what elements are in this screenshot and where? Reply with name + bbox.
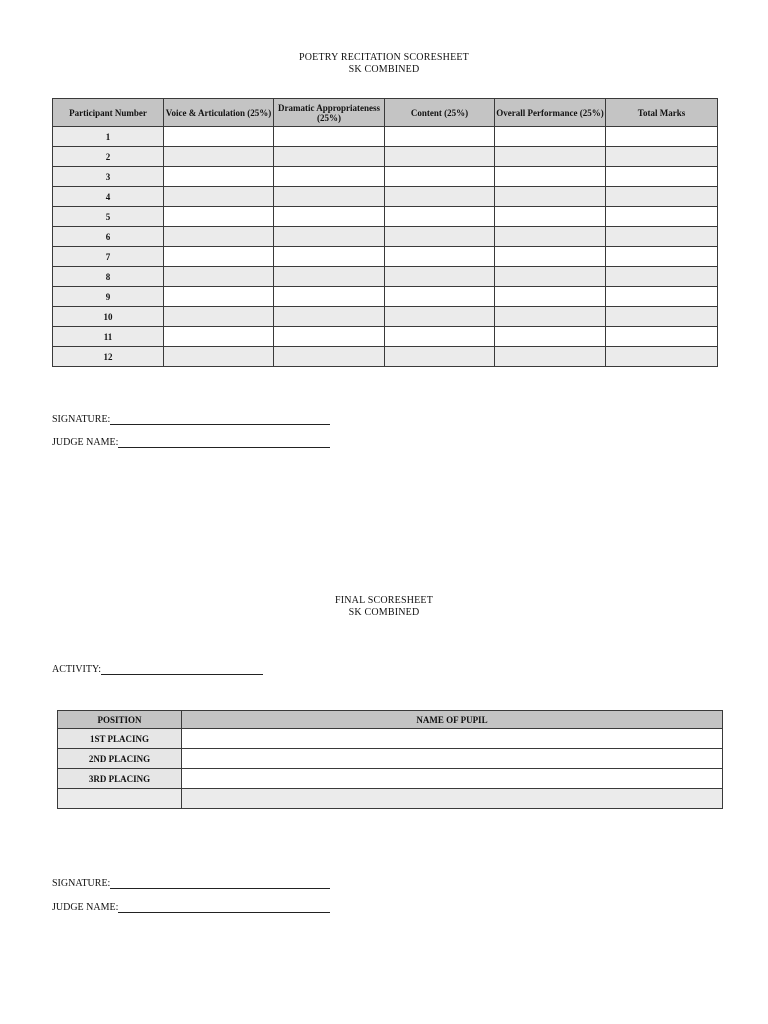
- pupil-name-cell[interactable]: [182, 789, 723, 809]
- score-cell[interactable]: [385, 347, 495, 367]
- score-cell[interactable]: [274, 347, 385, 367]
- score-cell[interactable]: [495, 187, 606, 207]
- table-row: [53, 307, 718, 327]
- score-cell[interactable]: [274, 167, 385, 187]
- score-cell[interactable]: [495, 267, 606, 287]
- participant-number-cell: 7: [53, 247, 164, 267]
- signature-row-2: [52, 878, 330, 889]
- participant-number-cell: 11: [53, 327, 164, 347]
- score-cell[interactable]: [495, 287, 606, 307]
- score-cell[interactable]: [274, 187, 385, 207]
- score-cell[interactable]: [495, 327, 606, 347]
- header-dramatic-appropriateness: Dramatic Appropriateness (25%): [274, 99, 385, 127]
- score-cell[interactable]: [274, 327, 385, 347]
- header-voice-articulation: Voice & Articulation (25%): [164, 99, 274, 127]
- final-heading: [0, 595, 768, 618]
- activity-line[interactable]: [101, 664, 263, 675]
- score-cell[interactable]: [606, 227, 718, 247]
- score-cell[interactable]: [606, 347, 718, 367]
- score-cell[interactable]: [385, 247, 495, 267]
- score-cell[interactable]: [385, 227, 495, 247]
- score-cell[interactable]: [274, 147, 385, 167]
- table-row: [53, 127, 718, 147]
- score-cell[interactable]: [385, 287, 495, 307]
- judge-name-row-2: [52, 902, 330, 913]
- score-cell[interactable]: [495, 247, 606, 267]
- table-row: [53, 267, 718, 287]
- score-cell[interactable]: [385, 167, 495, 187]
- participant-number-cell: 2: [53, 147, 164, 167]
- participant-number-cell: 3: [53, 167, 164, 187]
- table-row: [53, 147, 718, 167]
- pupil-name-cell[interactable]: [182, 749, 723, 769]
- signature-label: SIGNATURE:: [52, 414, 111, 425]
- score-cell[interactable]: [495, 127, 606, 147]
- final-table-header: [58, 711, 723, 729]
- judge-name-line[interactable]: [118, 902, 330, 913]
- activity-label: ACTIVITY:: [52, 664, 102, 675]
- score-cell[interactable]: [495, 207, 606, 227]
- judge-name-row-1: [52, 437, 330, 448]
- score-cell[interactable]: [164, 207, 274, 227]
- table-row: [58, 789, 723, 809]
- final-table: [57, 710, 723, 809]
- score-cell[interactable]: [164, 307, 274, 327]
- score-cell[interactable]: [164, 227, 274, 247]
- score-cell[interactable]: [164, 287, 274, 307]
- score-cell[interactable]: [606, 247, 718, 267]
- score-table-header: [53, 99, 718, 127]
- score-cell[interactable]: [495, 147, 606, 167]
- score-cell[interactable]: [385, 207, 495, 227]
- table-row: [53, 327, 718, 347]
- scoresheet-subtitle: SK COMBINED: [348, 63, 420, 75]
- signature-row-1: [52, 414, 330, 425]
- header-participant-number: Participant Number: [53, 99, 164, 127]
- score-cell[interactable]: [164, 187, 274, 207]
- header-content: Content (25%): [385, 99, 495, 127]
- score-cell[interactable]: [274, 207, 385, 227]
- score-cell[interactable]: [385, 147, 495, 167]
- pupil-name-cell[interactable]: [182, 769, 723, 789]
- header-overall-performance: Overall Performance (25%): [495, 99, 606, 127]
- final-subtitle: SK COMBINED: [348, 606, 420, 618]
- score-cell[interactable]: [274, 247, 385, 267]
- table-row: [53, 207, 718, 227]
- score-cell[interactable]: [164, 127, 274, 147]
- participant-number-cell: 10: [53, 307, 164, 327]
- table-row: [53, 187, 718, 207]
- position-cell: 3RD PLACING: [58, 769, 182, 789]
- score-cell[interactable]: [606, 307, 718, 327]
- score-cell[interactable]: [164, 147, 274, 167]
- table-row: [58, 729, 723, 749]
- table-row: [58, 749, 723, 769]
- table-row: [53, 247, 718, 267]
- judge-name-line[interactable]: [118, 437, 330, 448]
- score-cell[interactable]: [164, 347, 274, 367]
- table-row: [53, 287, 718, 307]
- score-cell[interactable]: [606, 187, 718, 207]
- participant-number-cell: 4: [53, 187, 164, 207]
- score-cell[interactable]: [606, 207, 718, 227]
- score-cell[interactable]: [606, 267, 718, 287]
- position-cell: 1ST PLACING: [58, 729, 182, 749]
- score-cell[interactable]: [495, 307, 606, 327]
- participant-number-cell: 5: [53, 207, 164, 227]
- score-cell[interactable]: [606, 167, 718, 187]
- activity-row: [52, 664, 263, 675]
- table-row: [53, 347, 718, 367]
- position-cell: 2ND PLACING: [58, 749, 182, 769]
- score-cell[interactable]: [385, 267, 495, 287]
- pupil-name-cell[interactable]: [182, 729, 723, 749]
- score-cell[interactable]: [495, 347, 606, 367]
- table-row: [58, 769, 723, 789]
- score-cell[interactable]: [164, 327, 274, 347]
- header-position: POSITION: [58, 711, 182, 729]
- participant-number-cell: 6: [53, 227, 164, 247]
- score-cell[interactable]: [164, 167, 274, 187]
- score-cell[interactable]: [606, 327, 718, 347]
- score-cell[interactable]: [385, 307, 495, 327]
- participant-number-cell: 9: [53, 287, 164, 307]
- scoresheet-title: POETRY RECITATION SCORESHEET: [299, 52, 469, 63]
- participant-number-cell: 8: [53, 267, 164, 287]
- score-cell[interactable]: [164, 247, 274, 267]
- signature-line[interactable]: [110, 878, 330, 889]
- score-cell[interactable]: [385, 327, 495, 347]
- score-cell[interactable]: [274, 127, 385, 147]
- judge-name-label: JUDGE NAME:: [52, 902, 119, 913]
- table-row: [53, 167, 718, 187]
- signature-line[interactable]: [110, 414, 330, 425]
- score-cell[interactable]: [606, 287, 718, 307]
- score-cell[interactable]: [385, 187, 495, 207]
- table-row: [53, 227, 718, 247]
- score-cell[interactable]: [495, 167, 606, 187]
- score-cell[interactable]: [274, 267, 385, 287]
- score-cell[interactable]: [606, 147, 718, 167]
- score-cell[interactable]: [385, 127, 495, 147]
- position-cell: [58, 789, 182, 809]
- scoresheet-heading: [0, 52, 768, 75]
- header-name-of-pupil: NAME OF PUPIL: [182, 711, 723, 729]
- score-cell[interactable]: [164, 267, 274, 287]
- signature-label: SIGNATURE:: [52, 878, 111, 889]
- score-table: [52, 98, 718, 367]
- score-cell[interactable]: [606, 127, 718, 147]
- score-cell[interactable]: [495, 227, 606, 247]
- judge-name-label: JUDGE NAME:: [52, 437, 119, 448]
- participant-number-cell: 12: [53, 347, 164, 367]
- score-cell[interactable]: [274, 307, 385, 327]
- score-cell[interactable]: [274, 227, 385, 247]
- header-total-marks: Total Marks: [606, 99, 718, 127]
- participant-number-cell: 1: [53, 127, 164, 147]
- final-title: FINAL SCORESHEET: [334, 595, 434, 606]
- score-cell[interactable]: [274, 287, 385, 307]
